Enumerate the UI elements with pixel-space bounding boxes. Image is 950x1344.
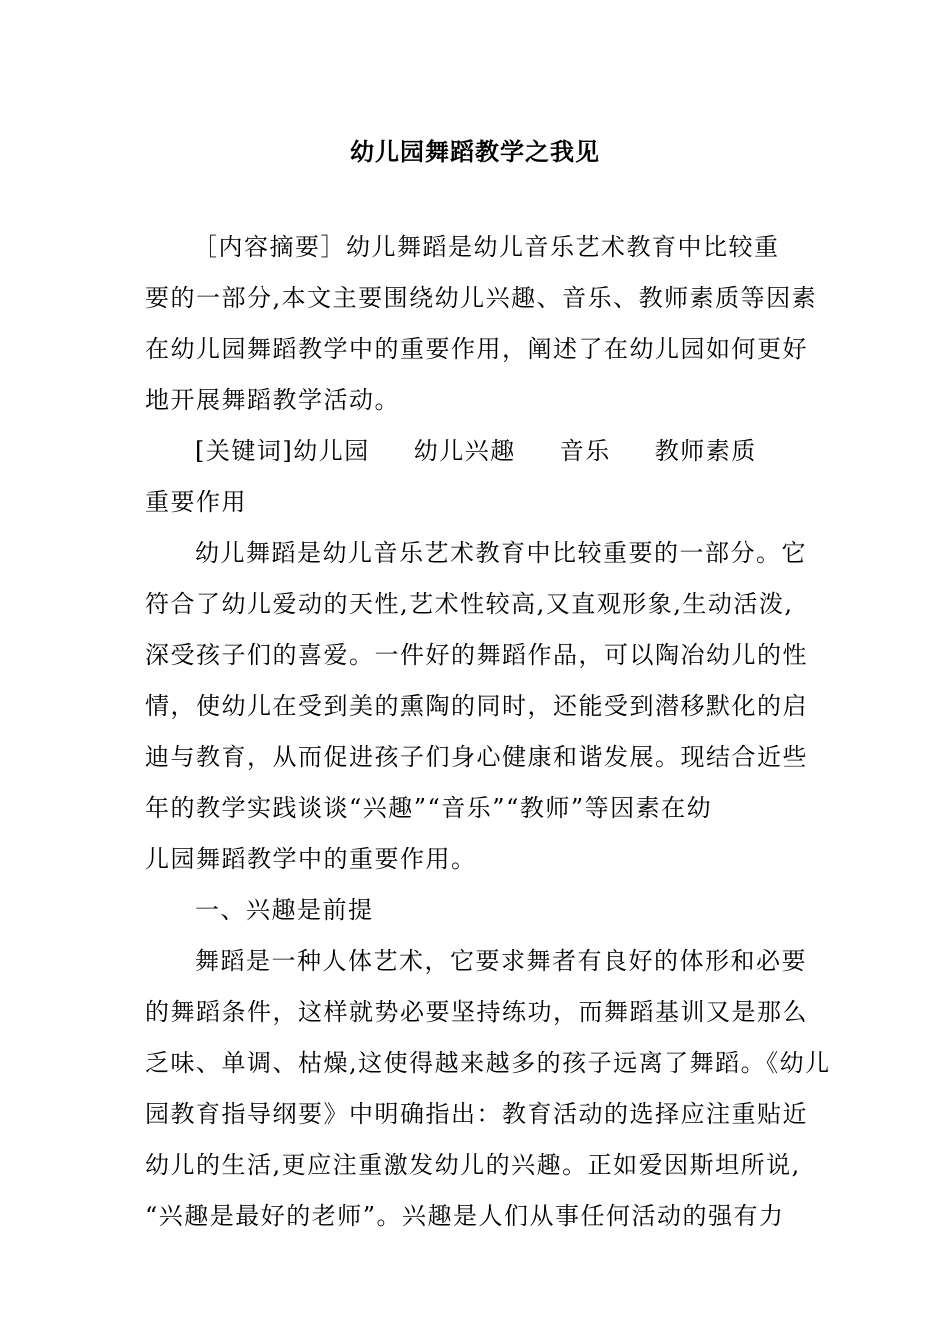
abstract-line: 地开展舞蹈教学活动。 bbox=[145, 386, 400, 414]
keywords-block bbox=[145, 426, 815, 528]
keyword-item: 重要作用 bbox=[145, 488, 247, 516]
paragraph-line: “兴趣是最好的老师”。兴趣是人们从事任何活动的强有力 bbox=[145, 1202, 785, 1230]
keyword-item: 音乐 bbox=[559, 437, 611, 465]
paragraph-line: 年的教学实践谈谈“兴趣”“音乐”“教师”等因素在幼 bbox=[145, 794, 713, 822]
paragraph-line: 儿园舞蹈教学中的重要作用。 bbox=[145, 845, 477, 873]
paragraph-2 bbox=[145, 936, 831, 1242]
paragraph-line: 乏味、单调、枯燥,这使得越来越多的孩子远离了舞蹈。《幼儿 bbox=[145, 1049, 831, 1077]
keyword-item: 幼儿兴趣 bbox=[413, 437, 516, 465]
abstract-line: ［内容摘要］幼儿舞蹈是幼儿音乐艺术教育中比较重 bbox=[193, 233, 780, 261]
paragraph-line: 幼儿舞蹈是幼儿音乐艺术教育中比较重要的一部分。它 bbox=[195, 539, 807, 567]
paragraph-line: 符合了幼儿爱动的天性,艺术性较高,又直观形象,生动活泼, bbox=[145, 590, 794, 618]
document-title: 幼儿园舞蹈教学之我见 bbox=[350, 138, 600, 166]
keyword-item: 教师素质 bbox=[654, 437, 757, 465]
keyword-item: 幼儿园 bbox=[293, 437, 370, 465]
paragraph-line: 的舞蹈条件，这样就势必要坚持练功，而舞蹈基训又是那么 bbox=[145, 998, 808, 1026]
paragraph-line: 迪与教育，从而促进孩子们身心健康和谐发展。现结合近些 bbox=[145, 743, 808, 771]
paragraph-line: 舞蹈是一种人体艺术，它要求舞者有良好的体形和必要 bbox=[195, 947, 807, 975]
abstract-line: 要的一部分,本文主要围绕幼儿兴趣、音乐、教师素质等因素 bbox=[145, 284, 818, 312]
paragraph-1 bbox=[145, 528, 815, 885]
keywords-label: [关键词] bbox=[195, 437, 294, 465]
paragraph-line: 深受孩子们的喜爱。一件好的舞蹈作品，可以陶冶幼儿的性 bbox=[145, 641, 808, 669]
paragraph-line: 情，使幼儿在受到美的熏陶的同时，还能受到潜移默化的启 bbox=[145, 692, 808, 720]
section-heading-block bbox=[145, 885, 815, 936]
paragraph-line: 园教育指导纲要》中明确指出：教育活动的选择应注重贴近 bbox=[145, 1100, 808, 1128]
keywords-line bbox=[145, 426, 815, 477]
paragraph-line: 幼儿的生活,更应注重激发幼儿的兴趣。正如爱因斯坦所说, bbox=[145, 1151, 801, 1179]
abstract-block bbox=[145, 222, 818, 426]
abstract-line: 在幼儿园舞蹈教学中的重要作用，阐述了在幼儿园如何更好 bbox=[145, 335, 808, 363]
section-heading: 一、兴趣是前提 bbox=[195, 896, 374, 924]
